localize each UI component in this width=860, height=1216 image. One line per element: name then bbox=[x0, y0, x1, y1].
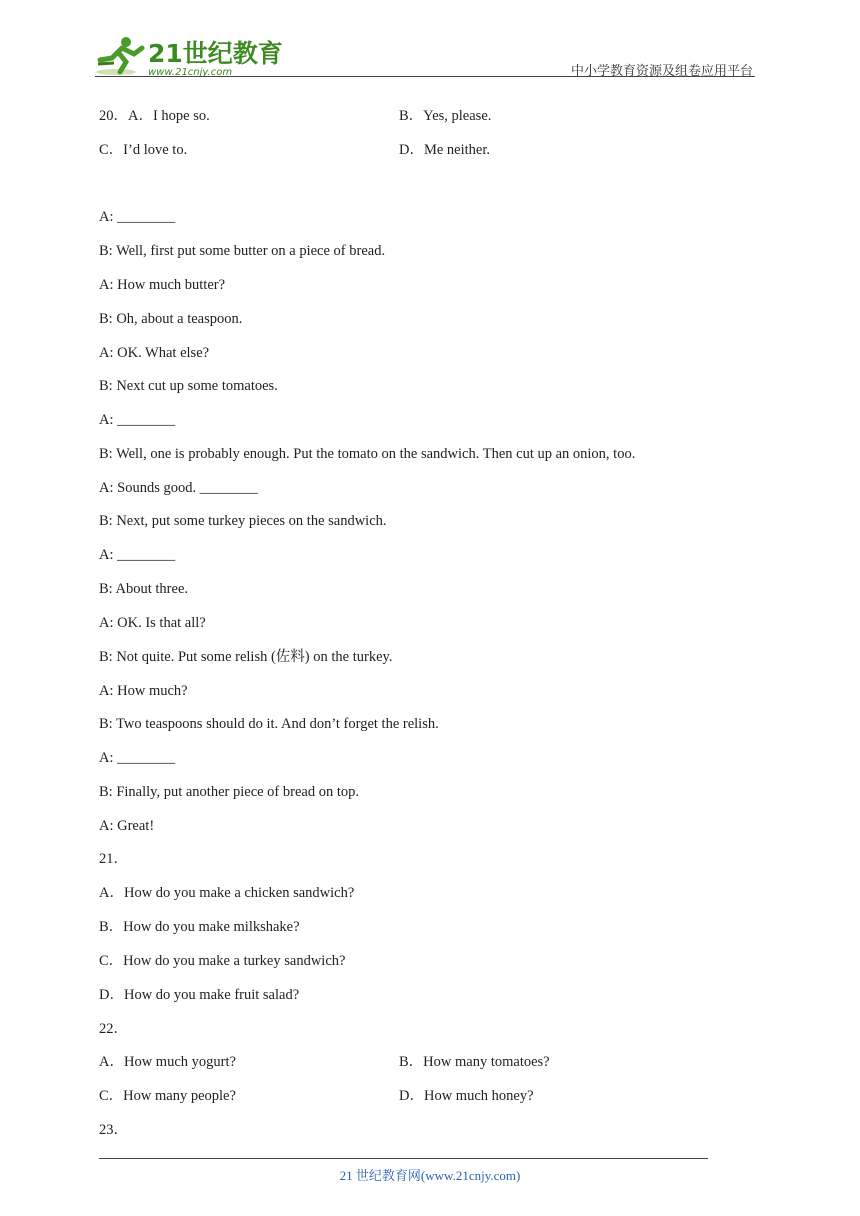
q21-option-b: B．How do you make milkshake? bbox=[99, 919, 300, 935]
dialogue-line: B: Not quite. Put some relish (佐料) on the turkey. bbox=[99, 649, 393, 665]
footer-link[interactable]: 21 世纪教育网(www.21cnjy.com) bbox=[339, 1168, 521, 1183]
site-logo bbox=[92, 34, 283, 80]
q21-option-a: A．How do you make a chicken sandwich? bbox=[99, 885, 355, 901]
header-platform-text: 中小学教育资源及组卷应用平台 bbox=[571, 64, 754, 79]
dialogue-line: B: Finally, put another piece of bread on top. bbox=[99, 784, 359, 800]
q20-option-b: B．Yes, please. bbox=[399, 108, 492, 124]
dialogue-line: A: How much butter? bbox=[99, 277, 226, 293]
dialogue-line: A: ________ bbox=[99, 750, 176, 766]
header-divider bbox=[95, 76, 755, 77]
q20-option-d: D．Me neither. bbox=[399, 142, 491, 158]
q20-option-c: C．I’d love to. bbox=[99, 142, 188, 158]
dialogue-line: A: Sounds good. ________ bbox=[99, 480, 258, 496]
q22-option-b: B．How many tomatoes? bbox=[399, 1054, 550, 1070]
dialogue-line: B: About three. bbox=[99, 581, 189, 597]
q21-option-d: D．How do you make fruit salad? bbox=[99, 987, 300, 1003]
dialogue-line: B: Next, put some turkey pieces on the sandwich. bbox=[99, 513, 387, 529]
q22-option-d: D．How much honey? bbox=[399, 1088, 534, 1104]
q22-option-a: A．How much yogurt? bbox=[99, 1054, 236, 1070]
q20-option-a: 20．A．I hope so. bbox=[99, 108, 210, 124]
q21-number: 21． bbox=[99, 851, 128, 867]
svg-text:21世纪教育: 21世纪教育 bbox=[148, 39, 283, 68]
dialogue-line: A: Great! bbox=[99, 818, 155, 834]
dialogue-line: A: OK. Is that all? bbox=[99, 615, 206, 631]
dialogue-line: A: OK. What else? bbox=[99, 345, 210, 361]
dialogue-line: A: ________ bbox=[99, 209, 176, 225]
q22-option-c: C．How many people? bbox=[99, 1088, 236, 1104]
footer-divider bbox=[99, 1158, 708, 1159]
dialogue-line: B: Well, one is probably enough. Put the tomato on the sandwich. Then cut up an onion, too. bbox=[99, 446, 636, 462]
q23-number: 23． bbox=[99, 1122, 128, 1138]
runner-logo-icon bbox=[92, 34, 283, 80]
svg-text:www.21cnjy.com: www.21cnjy.com bbox=[148, 67, 233, 78]
dialogue-line: A: How much? bbox=[99, 683, 188, 699]
dialogue-line: B: Next cut up some tomatoes. bbox=[99, 378, 278, 394]
dialogue-line: A: ________ bbox=[99, 412, 176, 428]
dialogue-line: B: Two teaspoons should do it. And don’t forget the relish. bbox=[99, 716, 439, 732]
q21-option-c: C．How do you make a turkey sandwich? bbox=[99, 953, 346, 969]
dialogue-line: A: ________ bbox=[99, 547, 176, 563]
dialogue-line: B: Oh, about a teaspoon. bbox=[99, 311, 243, 327]
q22-number: 22． bbox=[99, 1021, 128, 1037]
dialogue-line: B: Well, first put some butter on a piece of bread. bbox=[99, 243, 386, 259]
